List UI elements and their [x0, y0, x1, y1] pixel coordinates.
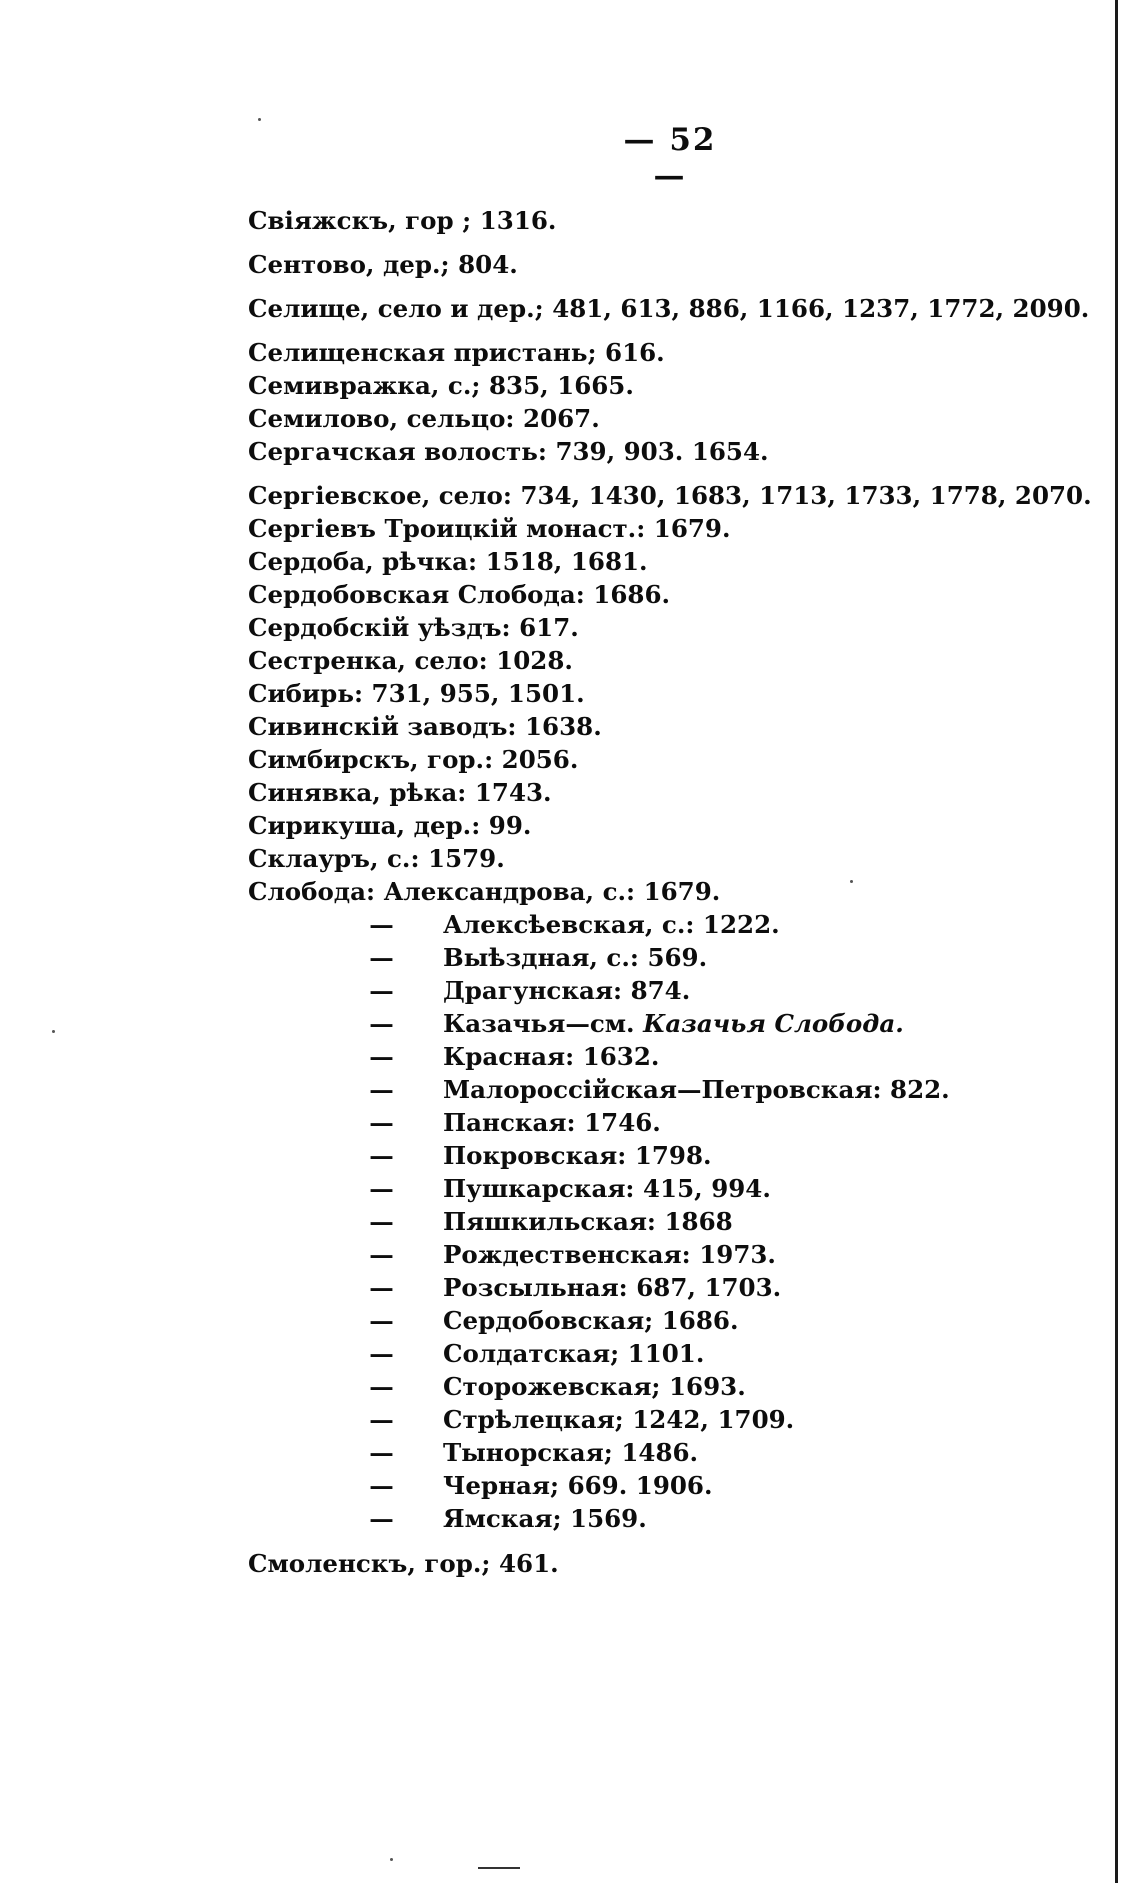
sub-entry	[320, 941, 1098, 974]
index-column	[248, 204, 1098, 1580]
entry-heading: Смоленскъ, гор.;	[248, 1549, 499, 1578]
sub-entry-text: Алексѣевская, с.: 1222.	[443, 910, 780, 939]
sub-entry	[320, 1106, 1098, 1139]
ditto-dash: —	[369, 1306, 394, 1335]
sub-entry	[320, 1040, 1098, 1073]
ditto-dash: —	[369, 1207, 394, 1236]
entry-references: 739, 903. 1654.	[555, 437, 769, 466]
entry-heading: Селище, село и дер.;	[248, 294, 553, 323]
page-number: — 52 —	[623, 122, 717, 194]
index-entry	[248, 677, 1098, 710]
page-edge	[1115, 0, 1118, 1883]
ditto-dash: —	[369, 910, 394, 939]
entry-references: 1316.	[479, 206, 557, 235]
entry-references: 2056.	[501, 745, 579, 774]
entry-heading: Сергачская волость:	[248, 437, 556, 466]
entry-references: 1679.	[653, 514, 731, 543]
index-entry	[248, 204, 1098, 237]
sub-entry	[320, 1502, 1098, 1535]
entry-references: 99.	[488, 811, 532, 840]
ditto-dash: —	[369, 1141, 394, 1170]
entry-heading: Склауръ, с.:	[248, 844, 429, 873]
print-speck	[850, 880, 853, 883]
entry-heading: Сивинскій заводъ:	[248, 712, 525, 741]
index-entry	[248, 292, 1098, 325]
ditto-dash: —	[369, 1042, 394, 1071]
sub-entry	[320, 974, 1098, 1007]
sub-entry-text: Сердобовская; 1686.	[443, 1306, 739, 1335]
entry-heading: Семивражка, с.;	[248, 371, 489, 400]
sub-entry	[320, 1304, 1098, 1337]
entry-references: 2067.	[523, 404, 600, 433]
index-entry	[248, 402, 1098, 435]
sub-entry	[320, 1370, 1098, 1403]
sub-entry-text: Солдатская; 1101.	[443, 1339, 705, 1368]
index-entry	[248, 336, 1098, 369]
index-entry	[248, 545, 1098, 578]
ditto-dash: —	[369, 1174, 394, 1203]
sub-entry-text: Тынорская; 1486.	[443, 1438, 699, 1467]
sub-entry	[320, 1337, 1098, 1370]
entry-heading: Симбирскъ, гор.:	[248, 745, 502, 774]
sub-entry	[320, 1073, 1098, 1106]
ditto-dash: —	[369, 1471, 394, 1500]
ditto-dash: —	[369, 1504, 394, 1533]
index-entry	[248, 875, 1098, 908]
sub-entry-text: Сторожевская; 1693.	[443, 1372, 746, 1401]
entry-references: 617.	[519, 613, 579, 642]
sub-entry-text: Рождественская: 1973.	[443, 1240, 776, 1269]
ditto-dash: —	[369, 943, 394, 972]
sub-entry	[320, 1172, 1098, 1205]
sub-entry-text: Малороссійская—Петровская: 822.	[443, 1075, 950, 1104]
sub-entry-text: Стрѣлецкая; 1242, 1709.	[443, 1405, 795, 1434]
sub-entry-text: Ямская; 1569.	[443, 1504, 647, 1533]
entry-references: 734, 1430, 1683, 1713, 1733, 1778, 2070.	[520, 481, 1092, 510]
print-speck	[390, 1858, 393, 1861]
ditto-dash: —	[369, 1075, 394, 1104]
entry-references: 1579.	[428, 844, 505, 873]
index-entry	[248, 248, 1098, 281]
entry-references: 1638.	[525, 712, 602, 741]
entry-references: Александрова, с.: 1679.	[383, 877, 721, 906]
entry-references: 731, 955, 1501.	[371, 679, 585, 708]
entry-heading: Сердоба, рѣчка:	[248, 547, 486, 576]
entry-references: 835, 1665.	[488, 371, 634, 400]
index-entry	[248, 644, 1098, 677]
print-speck	[258, 118, 261, 121]
index-entry	[248, 369, 1098, 402]
entry-heading: Семилово, сельцо:	[248, 404, 524, 433]
entry-heading: Селищенская пристань;	[248, 338, 606, 367]
entry-heading: Сентово, дер.;	[248, 250, 459, 279]
index-entry	[248, 512, 1098, 545]
entry-heading: Сердобскій уѣздъ:	[248, 613, 520, 642]
entry-references: 1518, 1681.	[485, 547, 648, 576]
sub-entry-text: Красная: 1632.	[443, 1042, 660, 1071]
entry-references: 804.	[458, 250, 518, 279]
ditto-dash: —	[369, 1108, 394, 1137]
ditto-dash: —	[369, 1240, 394, 1269]
sub-entry-text: Покровская: 1798.	[443, 1141, 712, 1170]
index-entry	[248, 611, 1098, 644]
sub-entry-text: Драгунская: 874.	[443, 976, 691, 1005]
entry-heading: Сестренка, село:	[248, 646, 497, 675]
index-entry	[248, 743, 1098, 776]
ditto-dash: —	[369, 1273, 394, 1302]
index-entry	[248, 479, 1098, 512]
sub-entry	[320, 1238, 1098, 1271]
sub-entry	[320, 1205, 1098, 1238]
sub-entry-text: Выѣздная, с.: 569.	[443, 943, 708, 972]
sub-entry	[320, 1271, 1098, 1304]
index-entry	[248, 1547, 1098, 1580]
sub-entry	[320, 1007, 1098, 1040]
entry-heading: Сергіевское, село:	[248, 481, 521, 510]
index-entry	[248, 435, 1098, 468]
entry-heading: Слобода:	[248, 877, 384, 906]
cross-reference: Казачья Слобода.	[643, 1009, 904, 1038]
entry-heading: Свіяжскъ, гор ;	[248, 206, 480, 235]
entry-heading: Сибирь:	[248, 679, 372, 708]
ditto-dash: —	[369, 1438, 394, 1467]
index-entry	[248, 842, 1098, 875]
entry-references: 1686.	[593, 580, 671, 609]
ditto-dash: —	[369, 1372, 394, 1401]
index-entry	[248, 710, 1098, 743]
entry-references: 461.	[498, 1549, 559, 1578]
sub-entry	[320, 1139, 1098, 1172]
bottom-rule	[478, 1867, 520, 1869]
ditto-dash: —	[369, 1405, 394, 1434]
sub-entry	[320, 1436, 1098, 1469]
ditto-dash: —	[369, 1009, 394, 1038]
ditto-dash: —	[369, 1339, 394, 1368]
sub-entry-text: Панская: 1746.	[443, 1108, 661, 1137]
entry-heading: Сирикуша, дер.:	[248, 811, 489, 840]
entry-references: 616.	[605, 338, 665, 367]
entry-heading: Сердобовская Слобода:	[248, 580, 594, 609]
entry-heading: Сергіевъ Троицкій монаст.:	[248, 514, 654, 543]
entry-heading: Синявка, рѣка:	[248, 778, 475, 807]
sub-entry	[320, 1469, 1098, 1502]
sub-entry-text: Пушкарская: 415, 994.	[443, 1174, 771, 1203]
sub-entry-text: Розсыльная: 687, 1703.	[443, 1273, 782, 1302]
ditto-dash: —	[369, 976, 394, 1005]
sub-entry-text: Черная; 669. 1906.	[443, 1471, 713, 1500]
index-entry	[248, 776, 1098, 809]
sub-entry-text: Казачья—см.	[443, 1009, 644, 1038]
entry-references: 1028.	[496, 646, 573, 675]
entry-references: 1743.	[474, 778, 552, 807]
index-entry	[248, 578, 1098, 611]
print-speck	[52, 1030, 55, 1033]
sub-entry-text: Пяшкильская: 1868	[443, 1207, 733, 1236]
sub-entry	[320, 1403, 1098, 1436]
entry-references: 481, 613, 886, 1166, 1237, 1772, 2090.	[552, 294, 1090, 323]
sub-entry	[320, 908, 1098, 941]
index-entry	[248, 809, 1098, 842]
